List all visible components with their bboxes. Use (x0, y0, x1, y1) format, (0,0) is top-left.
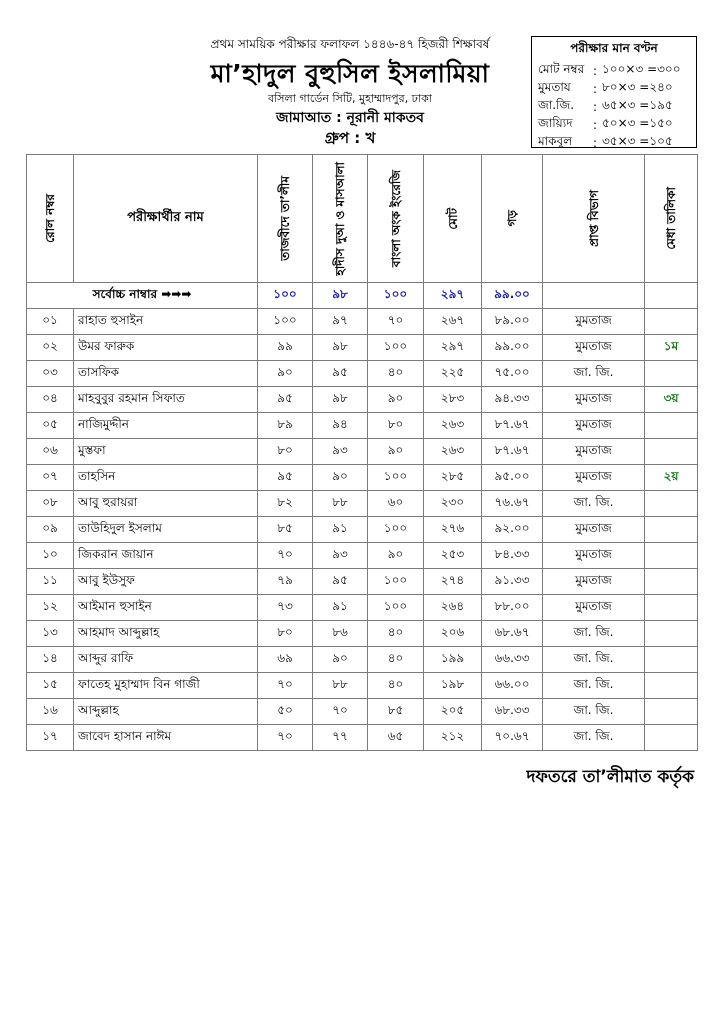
subject-2-cell: ৭০ (313, 699, 368, 725)
header-roll: রোল নম্বর (27, 155, 74, 283)
table-row (27, 699, 698, 725)
merit-cell (645, 725, 698, 751)
subject-1-cell: ৯৫ (258, 465, 313, 491)
highest-marks-row (27, 283, 698, 309)
division-cell: মুমতাজ (543, 387, 645, 413)
roll-cell: ১৬ (27, 699, 74, 725)
subject-1-cell: ৭০ (258, 543, 313, 569)
highest-total: ২৯৭ (424, 283, 482, 309)
roll-cell: ০৫ (27, 413, 74, 439)
merit-cell (645, 647, 698, 673)
total-cell: ২২৫ (424, 361, 482, 387)
table-row (27, 413, 698, 439)
subject-3-cell: ৬০ (368, 491, 424, 517)
average-cell: ৮৪.৩৩ (482, 543, 543, 569)
table-row (27, 387, 698, 413)
distribution-value: ৩৫×৩ =১০৫ (602, 134, 673, 148)
name-cell: ফাতেহ মুহাম্মাদ বিন গাজী (74, 673, 258, 699)
table-row (27, 595, 698, 621)
result-table (26, 154, 698, 751)
name-cell: জাবেদ হাসান নাঈম (74, 725, 258, 751)
subject-1-cell: ১০০ (258, 309, 313, 335)
roll-cell: ০৭ (27, 465, 74, 491)
distribution-row (538, 116, 690, 134)
subject-1-cell: ৫০ (258, 699, 313, 725)
merit-cell (645, 673, 698, 699)
distribution-name: জায়্যিদ (538, 116, 573, 130)
division-cell: মুমতাজ (543, 413, 645, 439)
average-cell: ৮৭.৬৭ (482, 439, 543, 465)
subject-1-cell: ৭০ (258, 673, 313, 699)
roll-cell: ০২ (27, 335, 74, 361)
total-cell: ১৯৯ (424, 647, 482, 673)
highest-average: ৯৯.০০ (482, 283, 543, 309)
subject-2-cell: ৮৮ (313, 491, 368, 517)
name-cell: রাহাত হুসাইন (74, 309, 258, 335)
subject-3-cell: ৮০ (368, 413, 424, 439)
name-cell: জিকরান জায়ান (74, 543, 258, 569)
average-cell: ৯৯.০০ (482, 335, 543, 361)
name-cell: উমর ফারুক (74, 335, 258, 361)
name-cell: তাউহিদুল ইসলাম (74, 517, 258, 543)
division-cell: মুমতাজ (543, 543, 645, 569)
average-cell: ৮৯.০০ (482, 309, 543, 335)
division-cell: জা. জি. (543, 647, 645, 673)
average-cell: ৭৬.৬৭ (482, 491, 543, 517)
highest-merit-empty (645, 283, 698, 309)
subject-2-cell: ৯৫ (313, 569, 368, 595)
merit-cell (645, 491, 698, 517)
table-row (27, 673, 698, 699)
group-label: গ্রুপ : খ (324, 129, 376, 147)
institution-name: মা’হাদুল বুহুসিল ইসলামিয়া (210, 59, 490, 88)
marks-distribution-box (531, 36, 697, 148)
jamaat-label: জামাআত : নূরানী মাকতব (276, 110, 424, 126)
average-cell: ৯১.৩৩ (482, 569, 543, 595)
table-header-row (27, 155, 698, 283)
distribution-value: ৫০×৩ =১৫০ (602, 116, 673, 130)
highest-division-empty (543, 283, 645, 309)
distribution-value: ১০০×৩ =৩০০ (602, 62, 681, 76)
roll-cell: ১৩ (27, 621, 74, 647)
total-cell: ২৩০ (424, 491, 482, 517)
subject-1-cell: ৯৯ (258, 335, 313, 361)
name-cell: তাসফিক (74, 361, 258, 387)
subject-3-cell: ১০০ (368, 465, 424, 491)
average-cell: ৬৬.০০ (482, 673, 543, 699)
total-cell: ২৬৩ (424, 413, 482, 439)
name-cell: আব্দুল্লাহ (74, 699, 258, 725)
subject-3-cell: ৭০ (368, 309, 424, 335)
header-average: গড় (482, 155, 543, 283)
distribution-colon: : (592, 100, 598, 114)
table-row (27, 621, 698, 647)
highest-s3: ১০০ (368, 283, 424, 309)
distribution-colon: : (592, 118, 598, 132)
subject-3-cell: ১০০ (368, 595, 424, 621)
subject-2-cell: ৯৩ (313, 439, 368, 465)
table-row (27, 439, 698, 465)
roll-cell: ১৫ (27, 673, 74, 699)
table-row (27, 569, 698, 595)
average-cell: ৯২.০০ (482, 517, 543, 543)
subject-2-cell: ৯৭ (313, 309, 368, 335)
division-cell: জা. জি. (543, 725, 645, 751)
subject-2-cell: ৯০ (313, 465, 368, 491)
subject-1-cell: ৮৯ (258, 413, 313, 439)
merit-cell: ৩য় (645, 387, 698, 413)
merit-cell (645, 543, 698, 569)
distribution-colon: : (592, 64, 598, 78)
table-row (27, 543, 698, 569)
distribution-name: জা.জি. (538, 98, 575, 112)
merit-cell (645, 621, 698, 647)
total-cell: ২৭৬ (424, 517, 482, 543)
name-cell: তাহসিন (74, 465, 258, 491)
subject-3-cell: ১০০ (368, 569, 424, 595)
roll-cell: ১১ (27, 569, 74, 595)
merit-cell (645, 595, 698, 621)
total-cell: ২৮৫ (424, 465, 482, 491)
highest-s2: ৯৮ (313, 283, 368, 309)
roll-cell: ০৬ (27, 439, 74, 465)
total-cell: ২৬৪ (424, 595, 482, 621)
division-cell: জা. জি. (543, 621, 645, 647)
distribution-value: ৬৫×৩ =১৯৫ (602, 98, 673, 112)
subject-1-cell: ৭৯ (258, 569, 313, 595)
roll-cell: ০৮ (27, 491, 74, 517)
subject-3-cell: ৪০ (368, 621, 424, 647)
total-cell: ২৮৩ (424, 387, 482, 413)
merit-cell (645, 517, 698, 543)
division-cell: মুমতাজ (543, 335, 645, 361)
highest-marks-label: সর্বোচ্চ নাম্বার ➡➡➡ (27, 283, 258, 309)
total-cell: ২৬৭ (424, 309, 482, 335)
table-row (27, 309, 698, 335)
name-cell: আব্দুর রাফি (74, 647, 258, 673)
subject-2-cell: ৮৬ (313, 621, 368, 647)
table-row (27, 647, 698, 673)
table-row (27, 491, 698, 517)
subject-2-cell: ৯৫ (313, 361, 368, 387)
distribution-row (538, 134, 690, 152)
average-cell: ৭৫.০০ (482, 361, 543, 387)
name-cell: আবু হুরায়রা (74, 491, 258, 517)
merit-cell (645, 569, 698, 595)
merit-cell: ১ম (645, 335, 698, 361)
subject-2-cell: ৭৭ (313, 725, 368, 751)
division-cell: জা. জি. (543, 491, 645, 517)
distribution-name: মোট নম্বর (538, 62, 585, 76)
institution-address: বসিলা গার্ডেন সিটি, মুহাম্মাদপুর, ঢাকা (268, 92, 432, 105)
merit-cell: ২য় (645, 465, 698, 491)
subject-3-cell: ৪০ (368, 673, 424, 699)
average-cell: ৬৮.৩৩ (482, 699, 543, 725)
subject-3-cell: ৮৫ (368, 699, 424, 725)
total-cell: ২০৬ (424, 621, 482, 647)
subject-2-cell: ৯১ (313, 517, 368, 543)
roll-cell: ১৪ (27, 647, 74, 673)
subject-1-cell: ৮৫ (258, 517, 313, 543)
name-cell: মুস্তফা (74, 439, 258, 465)
header-subject-2: হাদীস দুআ ও মাসআলা (313, 155, 368, 283)
division-cell: জা. জি. (543, 699, 645, 725)
distribution-colon: : (592, 82, 598, 96)
subject-1-cell: ৮০ (258, 621, 313, 647)
subject-3-cell: ৯০ (368, 387, 424, 413)
division-cell: জা. জি. (543, 361, 645, 387)
subject-3-cell: ১০০ (368, 335, 424, 361)
roll-cell: ০১ (27, 309, 74, 335)
distribution-name: মাকবূল (538, 134, 573, 148)
footer-signature: দফতরে তা’লীমাত কর্তৃক (526, 767, 694, 787)
table-row (27, 361, 698, 387)
distribution-title: পরীক্ষার মান বণ্টন (570, 41, 658, 55)
distribution-row (538, 80, 690, 98)
distribution-value: ৮০×৩ =২৪০ (602, 80, 673, 94)
average-cell: ৮৮.০০ (482, 595, 543, 621)
subject-2-cell: ৯৩ (313, 543, 368, 569)
table-row (27, 517, 698, 543)
subject-2-cell: ৯৪ (313, 413, 368, 439)
roll-cell: ১২ (27, 595, 74, 621)
header-total: মোট (424, 155, 482, 283)
header-merit: মেধা তালিকা (645, 155, 698, 283)
name-cell: মাহবুবুর রহমান সিফাত (74, 387, 258, 413)
distribution-rows (538, 62, 690, 152)
header-division: প্রাপ্ত বিভাগ (543, 155, 645, 283)
roll-cell: ১৭ (27, 725, 74, 751)
total-cell: ২০৫ (424, 699, 482, 725)
subject-1-cell: ৮০ (258, 439, 313, 465)
roll-cell: ০৯ (27, 517, 74, 543)
table-row (27, 335, 698, 361)
average-cell: ৯৪.৩৩ (482, 387, 543, 413)
highest-s1: ১০০ (258, 283, 313, 309)
subject-3-cell: ৯০ (368, 543, 424, 569)
subject-2-cell: ৯১ (313, 595, 368, 621)
average-cell: ৭০.৬৭ (482, 725, 543, 751)
merit-cell (645, 361, 698, 387)
distribution-colon: : (592, 136, 598, 150)
merit-cell (645, 439, 698, 465)
total-cell: ২৭৪ (424, 569, 482, 595)
division-cell: মুমতাজ (543, 309, 645, 335)
roll-cell: ০৩ (27, 361, 74, 387)
subject-3-cell: ৯০ (368, 439, 424, 465)
average-cell: ৯৫.০০ (482, 465, 543, 491)
header-subject-3: বাংলা অংক ইংরেজি (368, 155, 424, 283)
distribution-name: মুমতায (538, 80, 571, 94)
subject-3-cell: ১০০ (368, 517, 424, 543)
table-row (27, 465, 698, 491)
merit-cell (645, 413, 698, 439)
total-cell: ২৫৩ (424, 543, 482, 569)
division-cell: মুমতাজ (543, 439, 645, 465)
total-cell: ২৬৩ (424, 439, 482, 465)
roll-cell: ১০ (27, 543, 74, 569)
result-subtitle: প্রথম সাময়িক পরীক্ষার ফলাফল ১৪৪৬-৪৭ হিজরী শিক্ষাবর্ষ (210, 37, 490, 51)
division-cell: মুমতাজ (543, 595, 645, 621)
subject-1-cell: ৯০ (258, 361, 313, 387)
merit-cell (645, 309, 698, 335)
name-cell: আবু ইউসুফ (74, 569, 258, 595)
header-subject-1: তাজবীদে তা’লীম (258, 155, 313, 283)
roll-cell: ০৪ (27, 387, 74, 413)
subject-3-cell: ৬৫ (368, 725, 424, 751)
subject-1-cell: ৭৩ (258, 595, 313, 621)
header-name: পরীক্ষার্থীর নাম (74, 155, 258, 283)
name-cell: আইমান হুসাইন (74, 595, 258, 621)
average-cell: ৬৬.৩৩ (482, 647, 543, 673)
name-cell: আহমাদ আব্দুল্লাহ (74, 621, 258, 647)
name-cell: নাজিমুদ্দীন (74, 413, 258, 439)
subject-1-cell: ৮২ (258, 491, 313, 517)
total-cell: ২৯৭ (424, 335, 482, 361)
division-cell: মুমতাজ (543, 517, 645, 543)
total-cell: ২১২ (424, 725, 482, 751)
total-cell: ১৯৮ (424, 673, 482, 699)
distribution-row (538, 98, 690, 116)
subject-2-cell: ৯৮ (313, 387, 368, 413)
table-row (27, 725, 698, 751)
division-cell: মুমতাজ (543, 569, 645, 595)
division-cell: মুমতাজ (543, 465, 645, 491)
subject-1-cell: ৯৫ (258, 387, 313, 413)
average-cell: ৮৭.৬৭ (482, 413, 543, 439)
subject-3-cell: ৪০ (368, 361, 424, 387)
subject-1-cell: ৭০ (258, 725, 313, 751)
subject-2-cell: ৯০ (313, 647, 368, 673)
subject-3-cell: ৪০ (368, 647, 424, 673)
distribution-row (538, 62, 690, 80)
average-cell: ৬৮.৬৭ (482, 621, 543, 647)
subject-2-cell: ৮৮ (313, 673, 368, 699)
division-cell: জা. জি. (543, 673, 645, 699)
subject-1-cell: ৬৯ (258, 647, 313, 673)
merit-cell (645, 699, 698, 725)
subject-2-cell: ৯৮ (313, 335, 368, 361)
